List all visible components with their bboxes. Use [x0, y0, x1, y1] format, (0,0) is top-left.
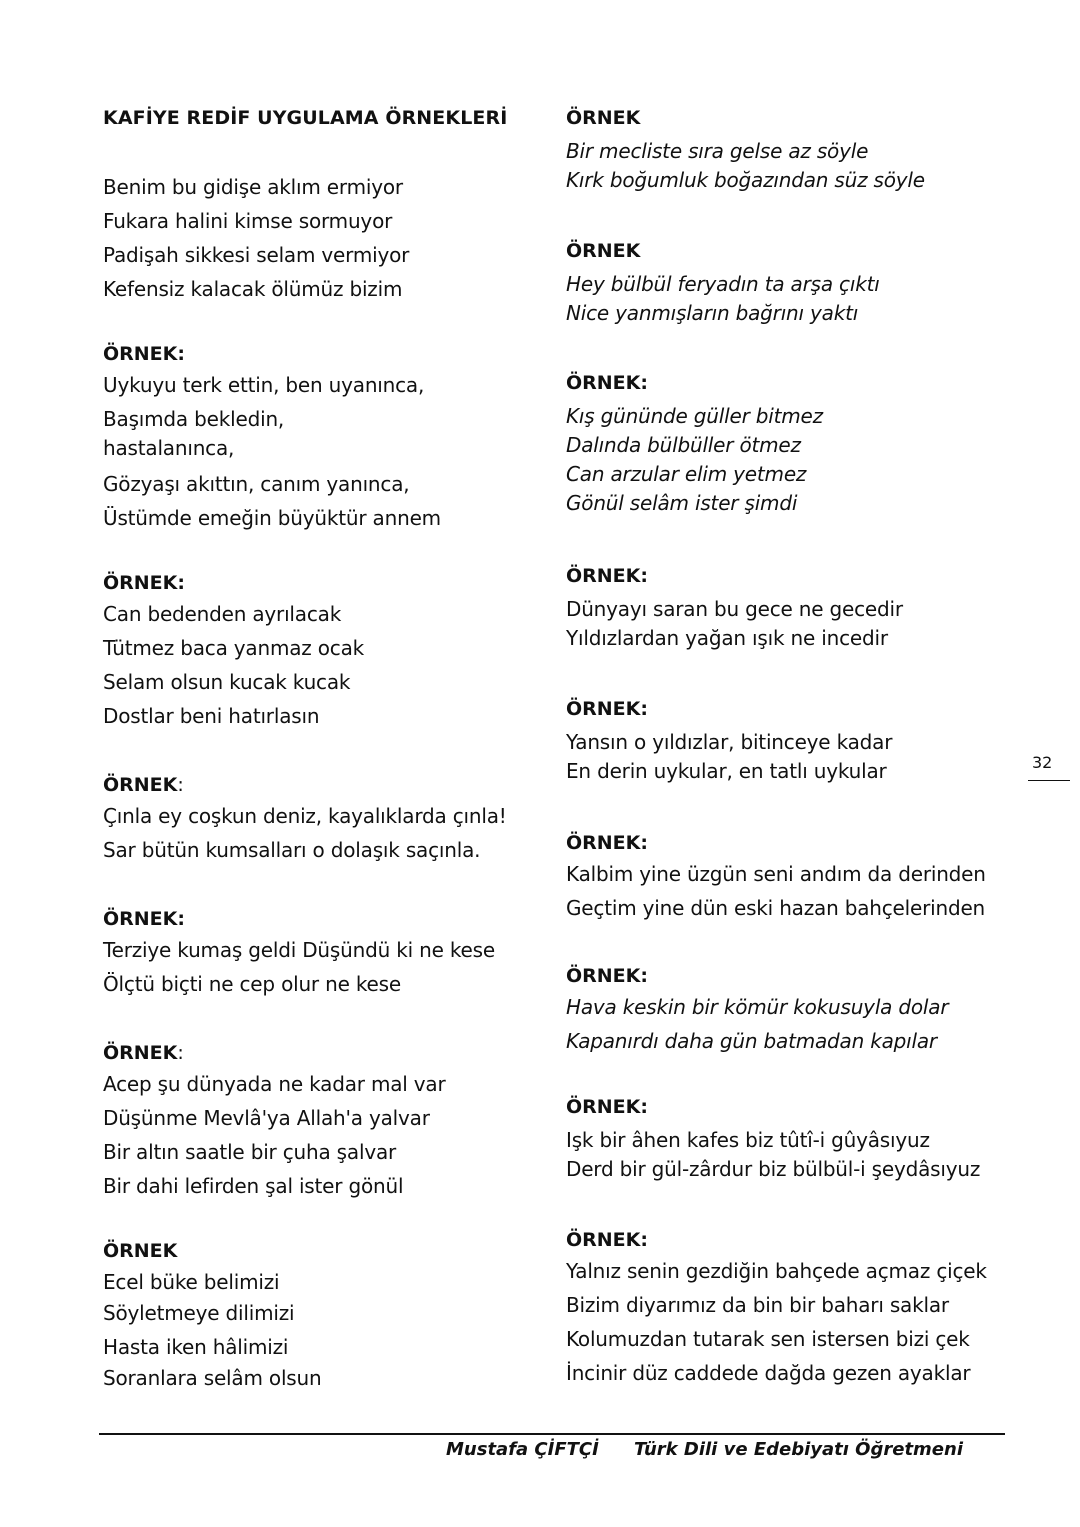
- poem-line: Kapanırdı daha gün batmadan kapılar: [566, 1029, 937, 1053]
- poem-line: Padişah sikkesi selam vermiyor: [103, 243, 410, 267]
- example-block: [103, 569, 543, 733]
- poem-line: Kış gününde güller bitmez: [566, 404, 823, 428]
- example-heading: ÖRNEK:: [566, 1096, 648, 1118]
- example-heading-text: ÖRNEK: [103, 774, 178, 796]
- poem-line: Dostlar beni hatırlasın: [103, 704, 320, 728]
- poem-line: Kalbim yine üzgün seni andım da derinden: [566, 862, 986, 886]
- poem-line: Uykuyu terk ettin, ben uyanınca,: [103, 373, 425, 397]
- left-column: [103, 104, 543, 1393]
- example-block: [566, 237, 1006, 328]
- poem-line: Başımda bekledin,: [103, 407, 285, 431]
- poem-line: Ecel büke belimizi: [103, 1270, 280, 1294]
- poem-line: Can bedenden ayrılacak: [103, 602, 342, 626]
- poem-line: Yansın o yıldızlar, bitinceye kadar: [566, 730, 893, 754]
- example-block: [103, 905, 543, 1001]
- example-heading: ÖRNEK:: [103, 343, 185, 365]
- poem-line: Bizim diyarımız da bin bir baharı saklar: [566, 1293, 949, 1317]
- right-column: [566, 104, 1006, 1390]
- poem-line: Bir dahi lefirden şal ister gönül: [103, 1174, 404, 1198]
- poem-line: Bir altın saatle bir çuha şalvar: [103, 1140, 397, 1164]
- footer-author: Mustafa ÇİFTÇİ: [446, 1439, 599, 1460]
- poem-line: Acep şu dünyada ne kadar mal var: [103, 1072, 446, 1096]
- example-heading: ÖRNEK:: [566, 698, 648, 720]
- poem-line: Düşünme Mevlâ'ya Allah'a yalvar: [103, 1106, 430, 1130]
- poem-line: Dalında bülbüller ötmez: [566, 433, 801, 457]
- example-block: [103, 1237, 543, 1393]
- footer-role: Türk Dili ve Edebiyatı Öğretmeni: [634, 1439, 964, 1460]
- poem-line: Kefensiz kalacak ölümüz bizim: [103, 277, 403, 301]
- heading-colon: :: [177, 1042, 184, 1064]
- poem-line: Gönül selâm ister şimdi: [566, 491, 798, 515]
- poem-line: Tütmez baca yanmaz ocak: [103, 636, 365, 660]
- example-heading: [103, 1039, 543, 1067]
- poem-line: Hey bülbül feryadın ta arşa çıktı: [566, 272, 880, 296]
- page-number: 32: [1032, 753, 1053, 772]
- example-block: [566, 695, 1006, 786]
- poem-line: Geçtim yine dün eski hazan bahçelerinden: [566, 896, 986, 920]
- poem-line: Çınla ey coşkun deniz, kayalıklarda çınla!: [103, 804, 507, 828]
- poem-line: Terziye kumaş geldi Düşündü ki ne kese: [103, 938, 495, 962]
- heading-colon: :: [177, 774, 184, 796]
- example-heading: ÖRNEK:: [566, 965, 648, 987]
- example-heading: ÖRNEK:: [566, 372, 648, 394]
- poem-line: Işk bir âhen kafes biz tûtî-i gûyâsıyuz: [566, 1128, 930, 1152]
- example-block: [566, 962, 1006, 1058]
- example-heading: ÖRNEK:: [566, 565, 648, 587]
- example-block: [566, 104, 1006, 195]
- poem-line: Gözyaşı akıttın, canım yanınca,: [103, 472, 410, 496]
- example-heading: ÖRNEK: [566, 240, 641, 262]
- example-heading: ÖRNEK:: [103, 908, 185, 930]
- example-block: [566, 562, 1006, 653]
- poem-line: Nice yanmışların bağrını yaktı: [566, 301, 859, 325]
- poem-line: Selam olsun kucak kucak: [103, 670, 351, 694]
- poem-line: İncinir düz caddede dağda gezen ayaklar: [566, 1361, 971, 1385]
- poem-line: Can arzular elim yetmez: [566, 462, 807, 486]
- page-number-rule: [1028, 780, 1070, 781]
- poem-line: Bir mecliste sıra gelse az söyle: [566, 139, 869, 163]
- poem-line: En derin uykular, en tatlı uykular: [566, 759, 887, 783]
- example-heading: ÖRNEK:: [103, 572, 185, 594]
- poem-line: hastalanınca,: [103, 436, 235, 460]
- poem-line: Hasta iken hâlimizi: [103, 1335, 289, 1359]
- poem-line: Benim bu gidişe aklım ermiyor: [103, 175, 403, 199]
- poem-line: Ölçtü biçti ne cep olur ne kese: [103, 972, 401, 996]
- example-heading: ÖRNEK:: [566, 832, 648, 854]
- example-heading-text: ÖRNEK: [103, 1042, 178, 1064]
- poem-line: Soranlara selâm olsun: [103, 1366, 322, 1390]
- poem-line: Hava keskin bir kömür kokusuyla dolar: [566, 995, 949, 1019]
- poem-line: Sar bütün kumsalları o dolaşık saçınla.: [103, 838, 481, 862]
- example-heading: ÖRNEK: [566, 107, 641, 129]
- page-title: KAFİYE REDİF UYGULAMA ÖRNEKLERİ: [103, 107, 508, 129]
- example-heading: ÖRNEK:: [566, 1229, 648, 1251]
- example-block: [566, 1093, 1006, 1184]
- poem-line: Söyletmeye dilimizi: [103, 1301, 295, 1325]
- poem-line: Kırk boğumluk boğazından süz söyle: [566, 168, 925, 192]
- example-block: [566, 369, 1006, 518]
- poem-line: Fukara halini kimse sormuyor: [103, 209, 393, 233]
- example-block: [566, 1226, 1006, 1390]
- poem-line: Yıldızlardan yağan ışık ne incedir: [566, 626, 888, 650]
- intro-poem: [103, 170, 543, 306]
- example-heading: ÖRNEK: [103, 1240, 178, 1262]
- poem-line: Derd bir gül-zârdur biz bülbül-i şeydâsıyuz: [566, 1157, 981, 1181]
- example-heading: [103, 771, 543, 799]
- example-block: [103, 340, 543, 535]
- poem-line: Yalnız senin gezdiğin bahçede açmaz çiçek: [566, 1259, 987, 1283]
- footer-rule: [99, 1433, 1005, 1435]
- poem-line: Kolumuzdan tutarak sen istersen bizi çek: [566, 1327, 970, 1351]
- poem-line: Dünyayı saran bu gece ne gecedir: [566, 597, 903, 621]
- example-block: [103, 771, 543, 867]
- poem-line: Üstümde emeğin büyüktür annem: [103, 506, 441, 530]
- example-block: [566, 829, 1006, 925]
- example-block: [103, 1039, 543, 1203]
